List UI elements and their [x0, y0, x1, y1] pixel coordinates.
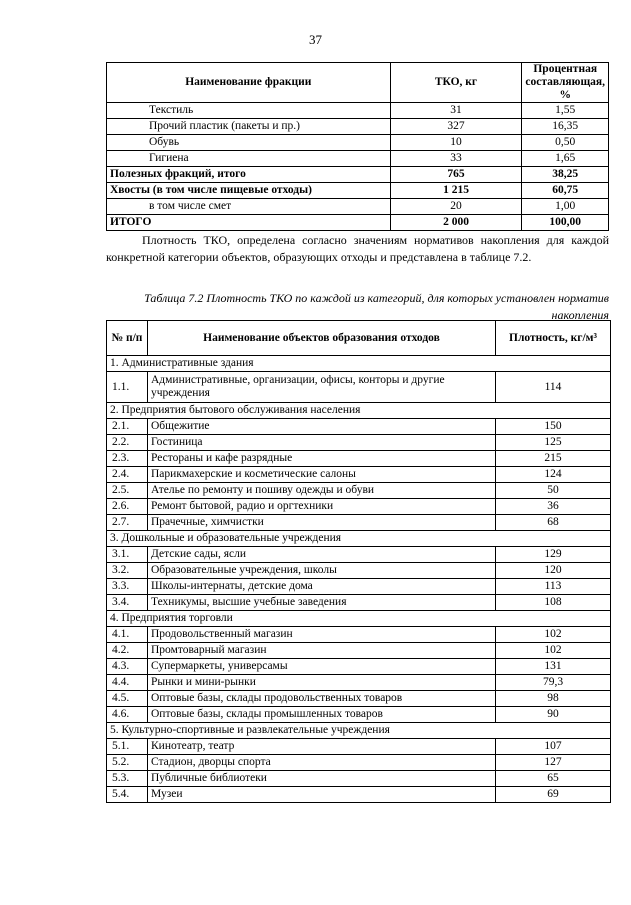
fraction-kg-cell: 20 [390, 199, 522, 215]
table-row [107, 755, 611, 771]
table-row [107, 499, 611, 515]
page-number: 37 [309, 32, 322, 47]
row-number-cell: 2.1. [107, 419, 148, 435]
object-name-cell: Публичные библиотеки [148, 771, 496, 787]
table-row [107, 215, 609, 231]
row-number-cell: 4.2. [107, 643, 148, 659]
section-row [107, 356, 611, 372]
object-name-cell: Прачечные, химчистки [148, 515, 496, 531]
object-name-cell: Оптовые базы, склады продовольственных товаров [148, 691, 496, 707]
table-row [107, 167, 609, 183]
table-row [107, 135, 609, 151]
table-row [107, 151, 609, 167]
object-name-cell: Детские сады, ясли [148, 547, 496, 563]
density-value-cell: 108 [496, 595, 611, 611]
object-name-cell: Образовательные учреждения, школы [148, 563, 496, 579]
table-row [107, 451, 611, 467]
density-value-cell: 98 [496, 691, 611, 707]
fraction-name-cell: Текстиль [107, 103, 391, 119]
fraction-name-cell: Прочий пластик (пакеты и пр.) [107, 119, 391, 135]
object-name-cell: Рестораны и кафе разрядные [148, 451, 496, 467]
section-row [107, 611, 611, 627]
density-value-cell: 120 [496, 563, 611, 579]
density-value-cell: 102 [496, 643, 611, 659]
object-name-cell: Школы-интернаты, детские дома [148, 579, 496, 595]
column-header-density: Плотность, кг/м³ [496, 321, 611, 356]
fraction-name-cell: Гигиена [107, 151, 391, 167]
density-value-cell: 113 [496, 579, 611, 595]
table-row [107, 515, 611, 531]
section-row [107, 531, 611, 547]
row-number-cell: 2.2. [107, 435, 148, 451]
density-value-cell: 215 [496, 451, 611, 467]
table-row [107, 119, 609, 135]
object-name-cell: Парикмахерские и косметические салоны [148, 467, 496, 483]
object-name-cell: Музеи [148, 787, 496, 803]
table-row [107, 691, 611, 707]
fraction-kg-cell: 33 [390, 151, 522, 167]
fraction-percent-cell: 60,75 [522, 183, 609, 199]
column-header-number: № п/п [107, 321, 148, 356]
fraction-percent-cell: 0,50 [522, 135, 609, 151]
table-row [107, 579, 611, 595]
density-value-cell: 79,3 [496, 675, 611, 691]
table-header-row [107, 63, 609, 103]
object-name-cell: Ателье по ремонту и пошиву одежды и обуви [148, 483, 496, 499]
column-header-kg: ТКО, кг [390, 63, 522, 103]
section-title: 1. Административные здания [107, 356, 611, 372]
object-name-cell: Супермаркеты, универсамы [148, 659, 496, 675]
row-number-cell: 4.5. [107, 691, 148, 707]
row-number-cell: 4.6. [107, 707, 148, 723]
table-row [107, 483, 611, 499]
section-title: 3. Дошкольные и образовательные учреждения [107, 531, 611, 547]
density-value-cell: 69 [496, 787, 611, 803]
object-name-cell: Рынки и мини-рынки [148, 675, 496, 691]
object-name-cell: Промтоварный магазин [148, 643, 496, 659]
table-row [107, 199, 609, 215]
density-value-cell: 127 [496, 755, 611, 771]
row-number-cell: 4.4. [107, 675, 148, 691]
row-number-cell: 5.3. [107, 771, 148, 787]
object-name-cell: Ремонт бытовой, радио и оргтехники [148, 499, 496, 515]
object-name-cell: Оптовые базы, склады промышленных товаров [148, 707, 496, 723]
object-name-cell: Административные, организации, офисы, конторы и другие учреждения [148, 372, 496, 403]
table-row [107, 595, 611, 611]
fraction-name-cell: Полезных фракций, итого [107, 167, 391, 183]
fraction-name-cell: Хвосты (в том числе пищевые отходы) [107, 183, 391, 199]
row-number-cell: 2.7. [107, 515, 148, 531]
density-value-cell: 129 [496, 547, 611, 563]
density-value-cell: 68 [496, 515, 611, 531]
fraction-kg-cell: 1 215 [390, 183, 522, 199]
row-number-cell: 4.1. [107, 627, 148, 643]
fraction-kg-cell: 2 000 [390, 215, 522, 231]
density-table [106, 320, 611, 803]
row-number-cell: 2.4. [107, 467, 148, 483]
row-number-cell: 3.1. [107, 547, 148, 563]
section-title: 2. Предприятия бытового обслуживания населения [107, 403, 611, 419]
table-row [107, 627, 611, 643]
column-header-object-name: Наименование объектов образования отходов [148, 321, 496, 356]
section-row [107, 403, 611, 419]
row-number-cell: 3.3. [107, 579, 148, 595]
density-value-cell: 102 [496, 627, 611, 643]
object-name-cell: Общежитие [148, 419, 496, 435]
row-number-cell: 2.6. [107, 499, 148, 515]
density-value-cell: 124 [496, 467, 611, 483]
fraction-name-cell: Обувь [107, 135, 391, 151]
fraction-percent-cell: 1,00 [522, 199, 609, 215]
column-header-fraction: Наименование фракции [107, 63, 391, 103]
table-row [107, 103, 609, 119]
row-number-cell: 5.4. [107, 787, 148, 803]
fraction-kg-cell: 31 [390, 103, 522, 119]
object-name-cell: Техникумы, высшие учебные заведения [148, 595, 496, 611]
row-number-cell: 3.4. [107, 595, 148, 611]
object-name-cell: Продовольственный магазин [148, 627, 496, 643]
object-name-cell: Кинотеатр, театр [148, 739, 496, 755]
table-row [107, 563, 611, 579]
density-value-cell: 90 [496, 707, 611, 723]
fraction-kg-cell: 327 [390, 119, 522, 135]
fraction-name-cell: в том числе смет [107, 199, 391, 215]
row-number-cell: 5.2. [107, 755, 148, 771]
table-row [107, 707, 611, 723]
density-value-cell: 131 [496, 659, 611, 675]
table-row [107, 771, 611, 787]
fraction-percent-cell: 100,00 [522, 215, 609, 231]
density-value-cell: 125 [496, 435, 611, 451]
table-row [107, 787, 611, 803]
fraction-percent-cell: 1,55 [522, 103, 609, 119]
density-value-cell: 36 [496, 499, 611, 515]
object-name-cell: Стадион, дворцы спорта [148, 755, 496, 771]
column-header-percent: Процентная составляющая, % [522, 63, 609, 103]
density-value-cell: 50 [496, 483, 611, 499]
density-value-cell: 150 [496, 419, 611, 435]
section-title: 5. Культурно-спортивные и развлекательные учреждения [107, 723, 611, 739]
table-row [107, 659, 611, 675]
table-row [107, 739, 611, 755]
fraction-kg-cell: 765 [390, 167, 522, 183]
density-value-cell: 65 [496, 771, 611, 787]
table-caption: Таблица 7.2 Плотность ТКО по каждой из категорий, для которых установлен норматив накопления [144, 291, 609, 322]
row-number-cell: 3.2. [107, 563, 148, 579]
section-title: 4. Предприятия торговли [107, 611, 611, 627]
fraction-percent-cell: 16,35 [522, 119, 609, 135]
table-row [107, 372, 611, 403]
table-row [107, 467, 611, 483]
fraction-name-cell: ИТОГО [107, 215, 391, 231]
fraction-percent-cell: 1,65 [522, 151, 609, 167]
row-number-cell: 4.3. [107, 659, 148, 675]
row-number-cell: 2.3. [107, 451, 148, 467]
fraction-percent-cell: 38,25 [522, 167, 609, 183]
table-row [107, 675, 611, 691]
table-row [107, 435, 611, 451]
fraction-kg-cell: 10 [390, 135, 522, 151]
table-row [107, 419, 611, 435]
density-value-cell: 107 [496, 739, 611, 755]
table-row [107, 183, 609, 199]
row-number-cell: 2.5. [107, 483, 148, 499]
table-row [107, 547, 611, 563]
density-value-cell: 114 [496, 372, 611, 403]
section-row [107, 723, 611, 739]
table-row [107, 643, 611, 659]
density-paragraph: Плотность ТКО, определена согласно значениям нормативов накопления для каждой конкретной категории объектов, образующих отходы и представлена в таблице 7.2. [106, 233, 609, 264]
fractions-table [106, 62, 609, 231]
table-header-row [107, 321, 611, 356]
object-name-cell: Гостиница [148, 435, 496, 451]
row-number-cell: 1.1. [107, 372, 148, 403]
row-number-cell: 5.1. [107, 739, 148, 755]
